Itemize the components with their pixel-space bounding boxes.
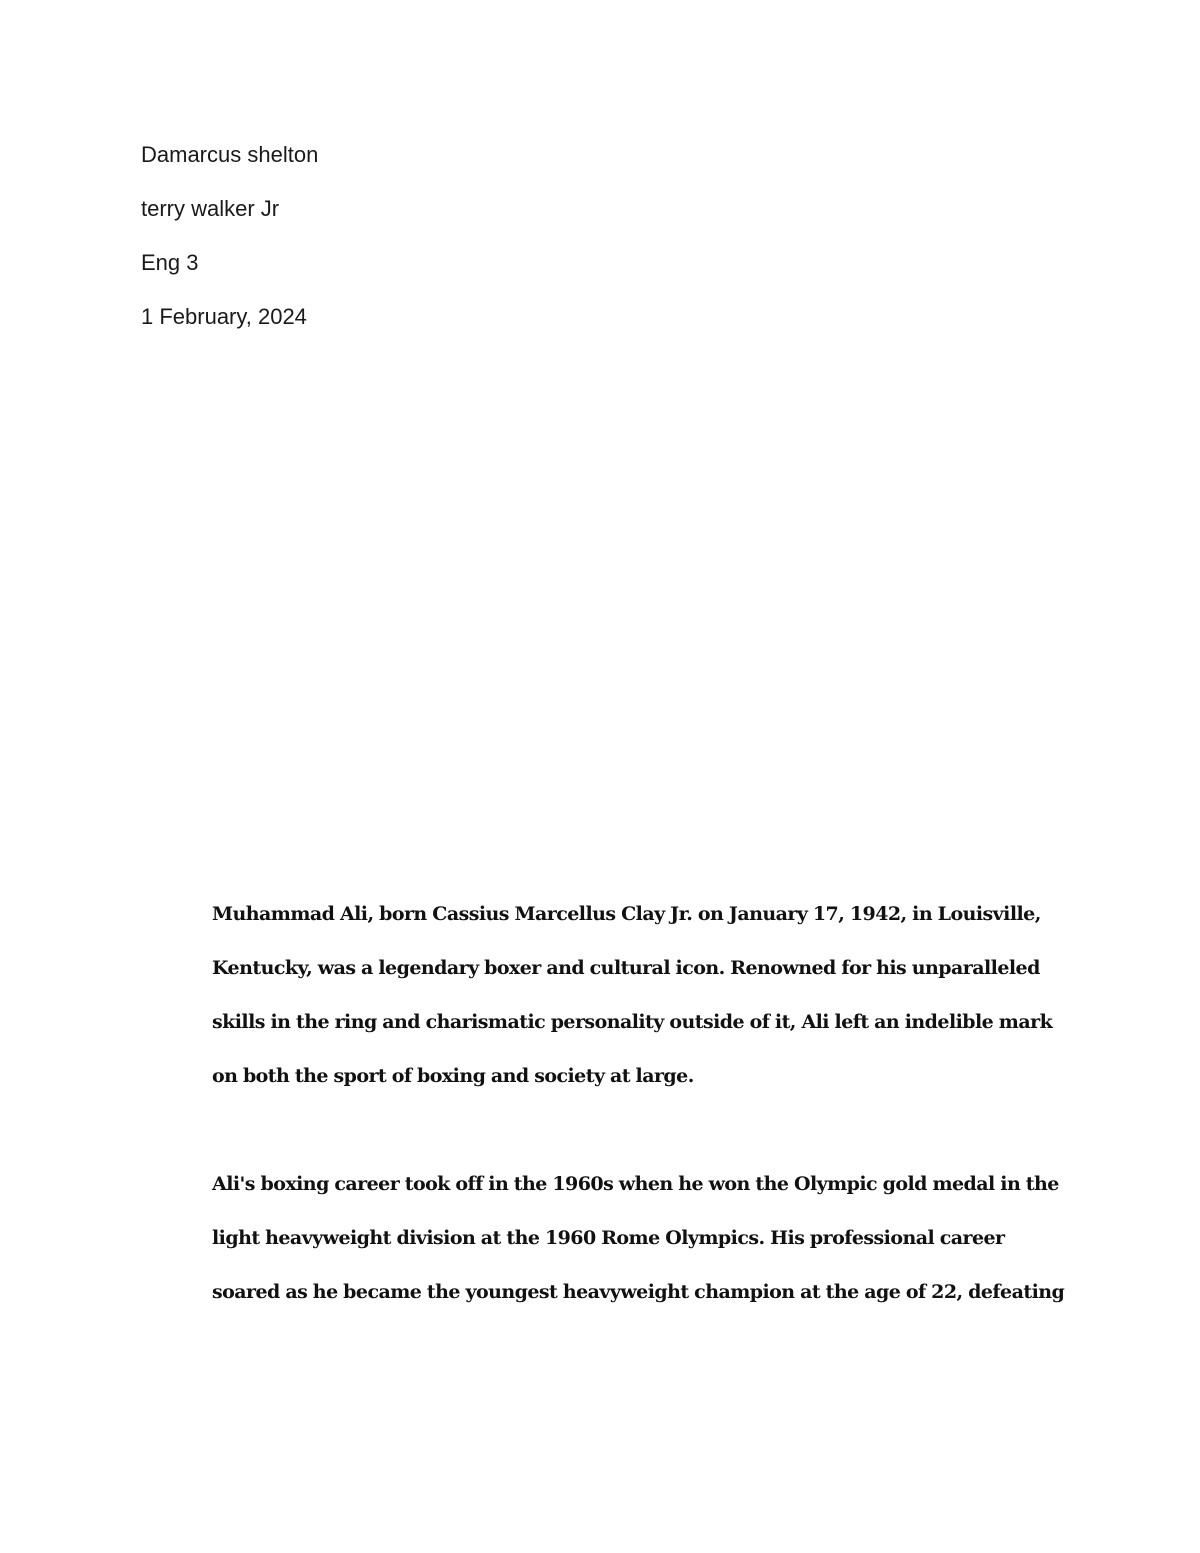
instructor-name: terry walker Jr — [141, 196, 280, 221]
author-name: Damarcus shelton — [141, 142, 319, 167]
mla-heading — [141, 140, 318, 356]
paragraph-line: Kentucky, was a legendary boxer and cultural icon. Renowned for his unparalleled — [212, 957, 1040, 979]
essay-body — [212, 896, 1072, 1382]
course-name: Eng 3 — [141, 250, 199, 275]
document-date: 1 February, 2024 — [141, 304, 307, 329]
paragraph-line: soared as he became the youngest heavyweight champion at the age of 22, defeating — [212, 1281, 1065, 1303]
paragraph-line: on both the sport of boxing and society at large. — [212, 1065, 694, 1087]
paragraph-2 — [212, 1166, 1072, 1328]
paragraph-line: Muhammad Ali, born Cassius Marcellus Clay Jr. on January 17, 1942, in Louisville, — [212, 903, 1041, 925]
paragraph-line: light heavyweight division at the 1960 Rome Olympics. His professional career — [212, 1227, 1005, 1249]
paragraph-1 — [212, 896, 1072, 1112]
paragraph-line: skills in the ring and charismatic personality outside of it, Ali left an indelible mark — [212, 1011, 1053, 1033]
paragraph-line: Ali's boxing career took off in the 1960s when he won the Olympic gold medal in the — [212, 1173, 1059, 1195]
